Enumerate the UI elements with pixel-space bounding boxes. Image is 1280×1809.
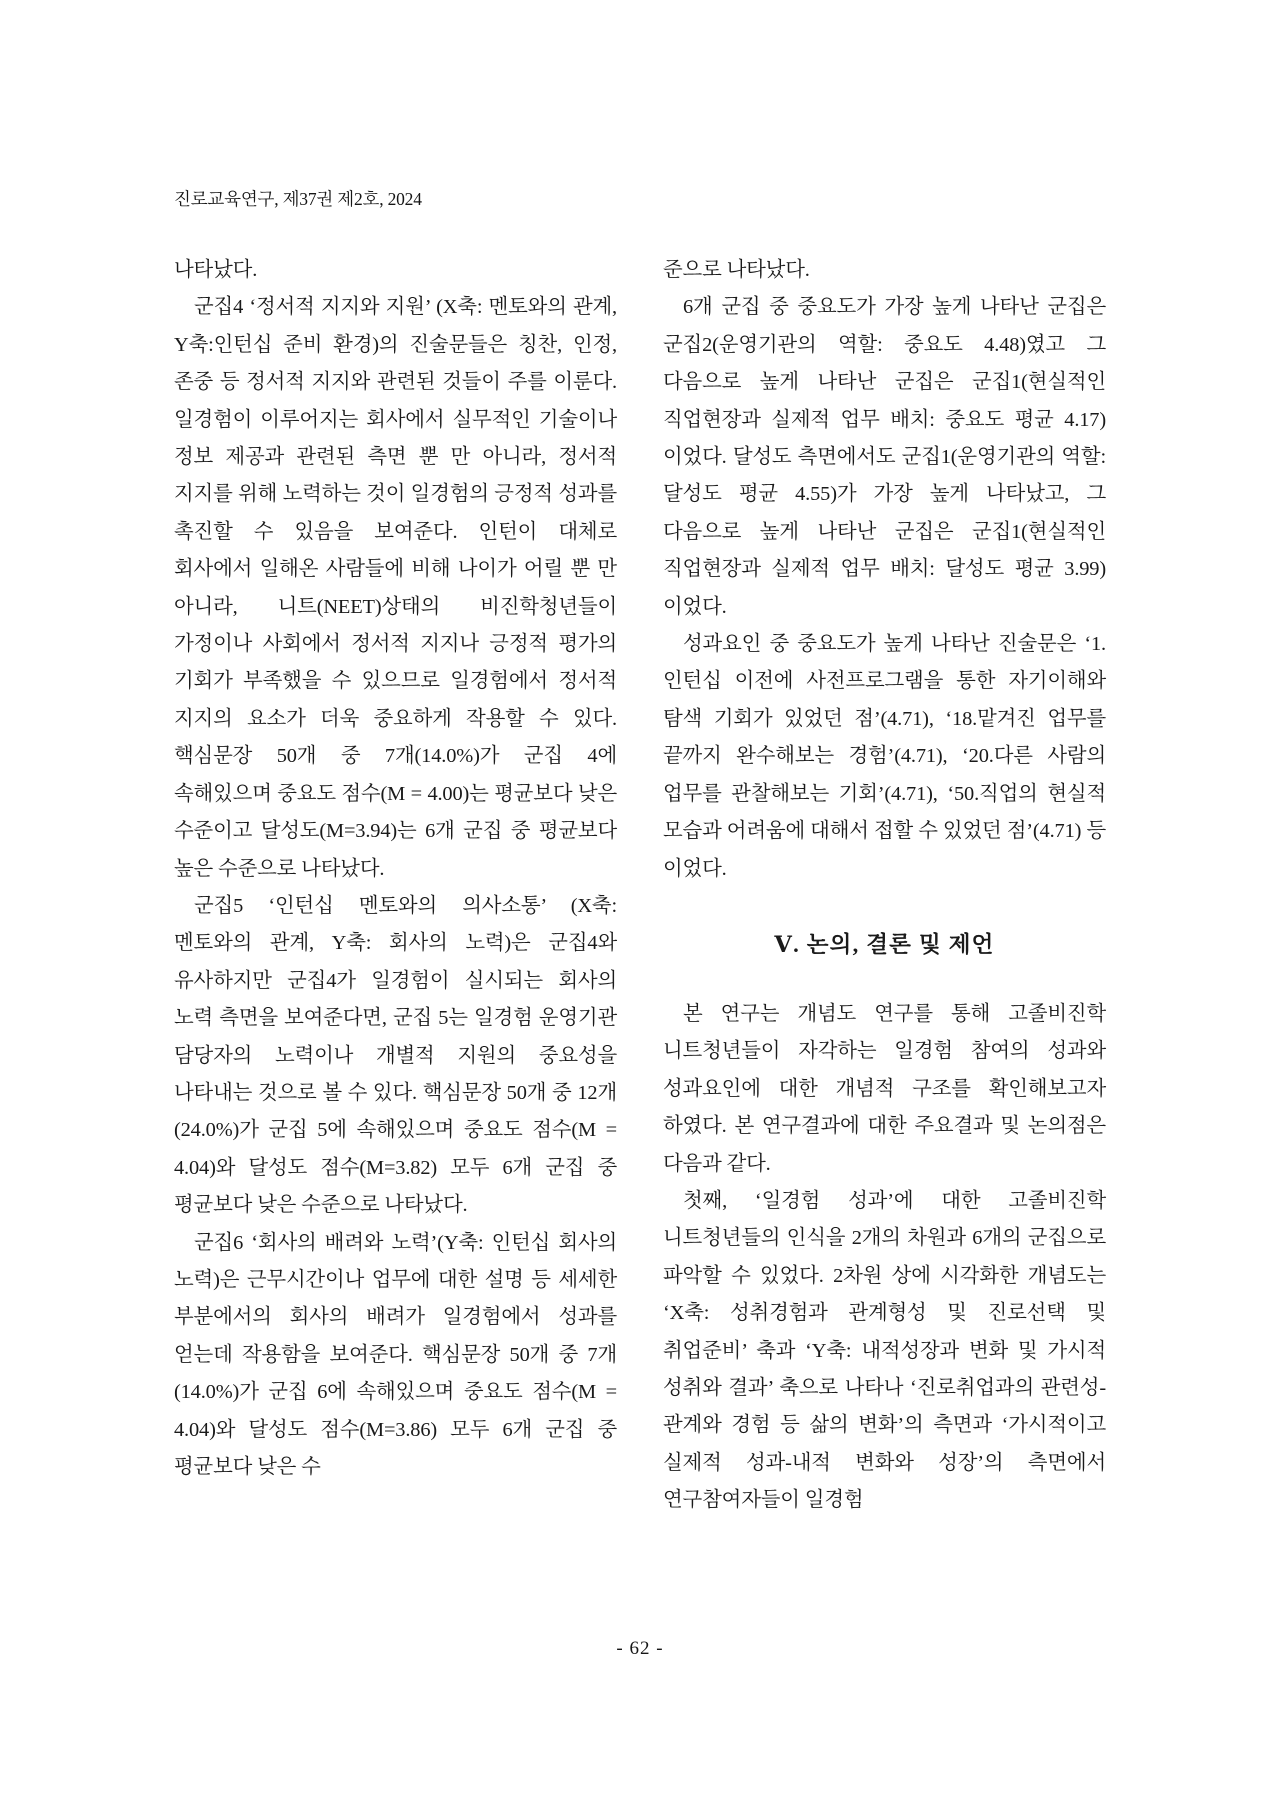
two-column-body bbox=[174, 252, 1106, 1520]
paragraph: 준으로 나타났다. bbox=[663, 259, 810, 281]
paragraph: 군집4 ‘정서적 지지와 지원’ (X축: 멘토와의 관계, Y축:인턴십 준비 환경)의 진술문들은 칭찬, 인정, 존중 등 정서적 지지와 관련된 것들이 주를 이룬다. 일경험이 이루어지는 회사에서 실무적인 기술이나 정보 제공과 관련된 측면 뿐 만 아니라, 정서적 지지를 위해 노력하는 것이 일경험의 긍정적 성과를 촉진할 수 있음을 보여준다. 인턴이 대체로 회사에서 일해온 사람들에 비해 나이가 어릴 뿐 만 아니라, 니트(NEET)상태의 비진학청년들이 가정이나 사회에서 정서적 지지나 긍정적 평가의 기회가 부족했을 수 있으므로 일경험에서 정서적 지지의 요소가 더욱 중요하게 작용할 수 있다. 핵심문장 50개 중 7개(14.0%)가 군집 4에 속해있으며 중요도 점수(M = 4.00)는 평균보다 낮은 수준이고 달성도(M=3.94)는 6개 군집 중 평균보다 높은 수준으로 나타났다. bbox=[174, 296, 617, 880]
left-column bbox=[174, 252, 617, 1520]
right-column bbox=[663, 252, 1106, 1520]
section-heading: Ⅴ. 논의, 결론 및 제언 bbox=[774, 931, 995, 957]
paragraph: 군집5 ‘인턴십 멘토와의 의사소통’ (X축: 멘토와의 관계, Y축: 회사의 노력)은 군집4와 유사하지만 군집4가 일경험이 실시되는 회사의 노력 측면을 보여준다면, 군집 5는 일경험 운영기관 담당자의 노력이나 개별적 지원의 중요성을 나타내는 것으로 볼 수 있다. 핵심문장 50개 중 12개(24.0%)가 군집 5에 속해있으며 중요도 점수(M = 4.04)와 달성도 점수(M=3.82) 모두 6개 군집 중 평균보다 낮은 수준으로 나타났다. bbox=[174, 894, 617, 1217]
running-header: 진로교육연구, 제37권 제2호, 2024 bbox=[174, 189, 422, 209]
paragraph: 첫째, ‘일경험 성과’에 대한 고졸비진학 니트청년들의 인식을 2개의 차원과 6개의 군집으로 파악할 수 있었다. 2차원 상에 시각화한 개념도는 ‘X축: 성취경험과 관계형성 및 진로선택 및 취업준비’ 축과 ‘Y축: 내적성장과 변화 및 가시적 성취와 결과’ 축으로 나타나 ‘진로취업과의 관련성-관계와 경험 등 삶의 변화’의 측면과 ‘가시적이고 실제적 성과-내적 변화와 성장’의 측면에서 연구참여자들이 일경험 bbox=[663, 1189, 1106, 1512]
paragraph: 나타났다. bbox=[174, 259, 258, 281]
paragraph: 성과요인 중 중요도가 높게 나타난 진술문은 ‘1.인턴십 이전에 사전프로그램을 통한 자기이해와 탐색 기회가 있었던 점’(4.71), ‘18.맡겨진 업무를 끝까지 완수해보는 경험’(4.71), ‘20.다른 사람의 업무를 관찰해보는 기회’(4.71), ‘50.직업의 현실적 모습과 어려움에 대해서 접할 수 있었던 점’(4.71) 등 이었다. bbox=[663, 633, 1106, 880]
paragraph: 6개 군집 중 중요도가 가장 높게 나타난 군집은 군집2(운영기관의 역할: 중요도 4.48)였고 그 다음으로 높게 나타난 군집은 군집1(현실적인 직업현장과 실제적 업무 배치: 중요도 평균 4.17)이었다. 달성도 측면에서도 군집1(운영기관의 역할: 달성도 평균 4.55)가 가장 높게 나타났고, 그 다음으로 높게 나타난 군집은 군집1(현실적인 직업현장과 실제적 업무 배치: 달성도 평균 3.99)이었다. bbox=[663, 296, 1106, 618]
paragraph: 군집6 ‘회사의 배려와 노력’(Y축: 인턴십 회사의 노력)은 근무시간이나 업무에 대한 설명 등 세세한 부분에서의 회사의 배려가 일경험에서 성과를 얻는데 작용함을 보여준다. 핵심문장 50개 중 7개(14.0%)가 군집 6에 속해있으며 중요도 점수(M = 4.04)와 달성도 점수(M=3.86) 모두 6개 군집 중 평균보다 낮은 수 bbox=[174, 1231, 617, 1478]
paragraph: 본 연구는 개념도 연구를 통해 고졸비진학 니트청년들이 자각하는 일경험 참여의 성과와 성과요인에 대한 개념적 구조를 확인해보고자 하였다. 본 연구결과에 대한 주요결과 및 논의점은 다음과 같다. bbox=[663, 1002, 1106, 1175]
page-number: - 62 - bbox=[616, 1638, 664, 1659]
